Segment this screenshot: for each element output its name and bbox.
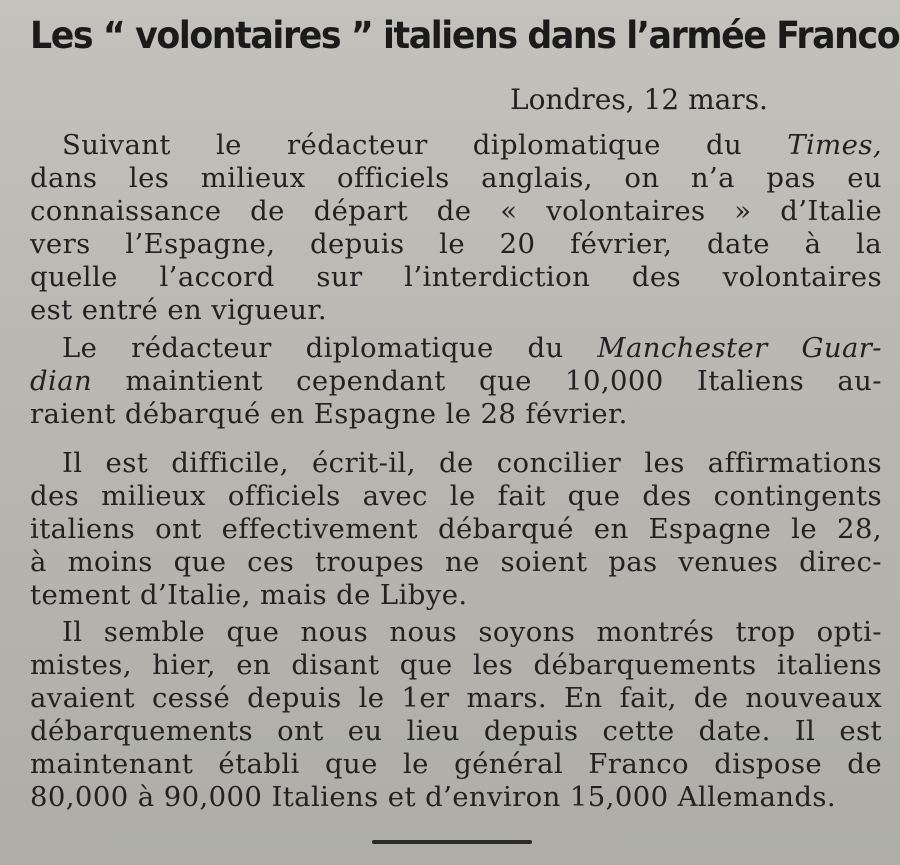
paragraph-line bbox=[30, 129, 882, 162]
paragraph-4 bbox=[30, 616, 882, 814]
paragraph-line: vers l’Espagne, depuis le 20 février, date à la bbox=[30, 228, 882, 260]
paragraph-1 bbox=[30, 129, 882, 327]
paragraph-line: Il semble que nous nous soyons montrés trop opti- bbox=[62, 616, 882, 648]
paragraph-2 bbox=[30, 332, 882, 431]
paragraph-line: avaient cessé depuis le 1er mars. En fait, de nouveaux bbox=[30, 682, 882, 714]
newspaper-name-manchester-guardian: Manchester Guar- bbox=[597, 332, 882, 364]
paragraph-line: à moins que ces troupes ne soient pas venues direc- bbox=[30, 546, 882, 578]
paragraph-line: est entré en vigueur. bbox=[30, 294, 328, 326]
end-rule-divider bbox=[372, 840, 532, 844]
article-dateline: Londres, 12 mars. bbox=[510, 83, 768, 116]
paragraph-line bbox=[30, 332, 882, 365]
paragraph-line: dans les milieux officiels anglais, on n’a pas eu bbox=[30, 162, 882, 194]
paragraph-3 bbox=[30, 447, 882, 612]
paragraph-line: débarquements ont eu lieu depuis cette date. Il est bbox=[30, 715, 882, 747]
paragraph-line: italiens ont effectivement débarqué en Espagne le 28, bbox=[30, 513, 882, 545]
newspaper-name-times: Times, bbox=[787, 129, 882, 161]
paragraph-line: quelle l’accord sur l’interdiction des volontaires bbox=[30, 261, 882, 293]
paragraph-line: mistes, hier, en disant que les débarquements italiens bbox=[30, 649, 882, 681]
paragraph-line: raient débarqué en Espagne le 28 février. bbox=[30, 398, 628, 430]
paragraph-line bbox=[30, 365, 882, 398]
newspaper-name-continued: dian bbox=[30, 365, 93, 397]
paragraph-line: Il est difficile, écrit-il, de concilier les affirmations bbox=[62, 447, 882, 479]
line-text: Suivant le rédacteur diplomatique du bbox=[62, 129, 788, 161]
line-text: Le rédacteur diplomatique du bbox=[62, 332, 598, 364]
paragraph-line: 80,000 à 90,000 Italiens et d’environ 15,000 Allemands. bbox=[30, 781, 837, 813]
paragraph-line: des milieux officiels avec le fait que des contingents bbox=[30, 480, 882, 512]
article-title: Les “ volontaires ” italiens dans l’armée Franco bbox=[30, 14, 900, 57]
paragraph-line: connaissance de départ de « volontaires » d’Italie bbox=[30, 195, 882, 227]
paragraph-line: maintenant établi que le général Franco dispose de bbox=[30, 748, 882, 780]
paragraph-line: tement d’Italie, mais de Libye. bbox=[30, 579, 468, 611]
line-text: maintient cependant que 10,000 Italiens au- bbox=[92, 365, 882, 397]
